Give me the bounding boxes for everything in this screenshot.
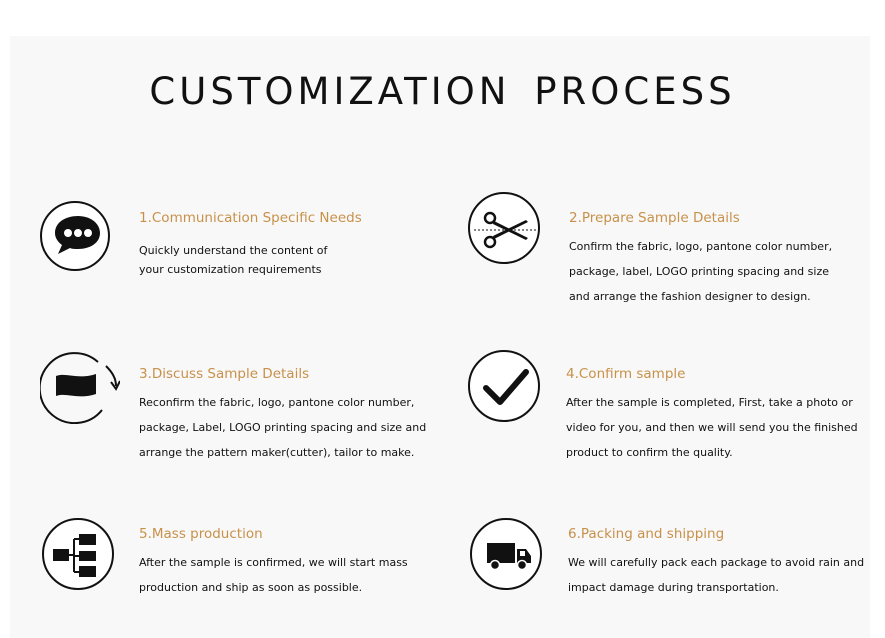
step-2-description <box>569 234 832 309</box>
step-2-line-1: Confirm the fabric, logo, pantone color number, <box>569 240 833 253</box>
step-6-line-2: impact damage during transportation. <box>568 581 779 594</box>
step-4-line-3: product to confirm the quality. <box>566 446 733 459</box>
step-2-line-3: and arrange the fashion designer to design. <box>569 290 811 303</box>
step-3-description <box>139 390 426 465</box>
step-3-line-3: arrange the pattern maker(cutter), tailor to make. <box>139 446 415 459</box>
step-5-title: 5.Mass production <box>139 526 263 542</box>
step-3-title: 3.Discuss Sample Details <box>139 366 310 382</box>
step-4-title: 4.Confirm sample <box>566 366 686 382</box>
step-4-line-1: After the sample is completed, First, take a photo or <box>566 396 853 409</box>
step-6-line-1: We will carefully pack each package to avoid rain and <box>568 556 865 569</box>
scissors-icon <box>468 192 540 264</box>
step-6-title: 6.Packing and shipping <box>568 526 725 542</box>
truck-icon <box>470 518 542 590</box>
step-1-title: 1.Communication Specific Needs <box>139 210 362 226</box>
step-5-line-1: After the sample is confirmed, we will start mass <box>139 556 408 569</box>
step-4-line-2: video for you, and then we will send you the finished <box>566 421 858 434</box>
step-3-line-1: Reconfirm the fabric, logo, pantone color number, <box>139 396 415 409</box>
step-2-line-2: package, label, LOGO printing spacing and size <box>569 265 829 278</box>
step-1-line-2: your customization requirements <box>139 263 322 276</box>
step-4-description <box>566 390 858 465</box>
step-5-line-2: production and ship as soon as possible. <box>139 581 363 594</box>
step-2-title: 2.Prepare Sample Details <box>569 210 740 226</box>
step-1-line-1: Quickly understand the content of <box>139 244 328 257</box>
flag-arrow-icon <box>40 350 120 424</box>
flowchart-icon <box>42 518 114 590</box>
checkmark-icon <box>468 350 540 422</box>
step-6-description <box>568 550 864 600</box>
content-panel <box>10 36 870 638</box>
page-title: CUSTOMIZATION PROCESS <box>149 70 736 113</box>
chat-bubble-icon <box>40 201 110 271</box>
step-5-description <box>139 550 408 600</box>
step-1-description <box>139 241 327 279</box>
step-3-line-2: package, Label, LOGO printing spacing and size and <box>139 421 427 434</box>
